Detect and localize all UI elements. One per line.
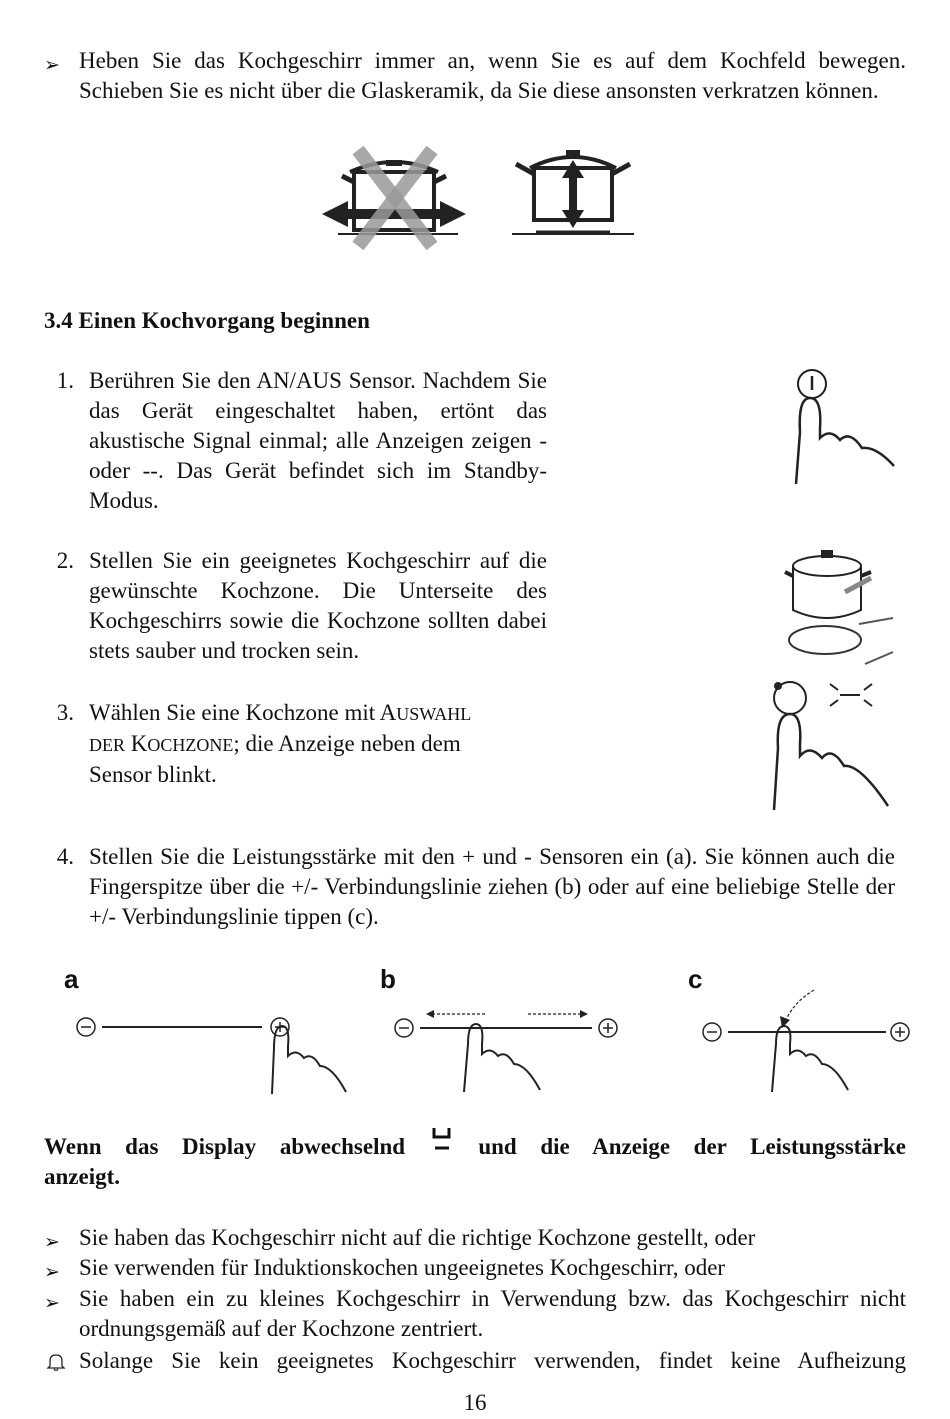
arrow-bullet-icon: ➢ bbox=[44, 54, 60, 76]
bullet-text: Sie haben ein zu kleines Kochgeschirr in Verwendung bzw. das Kochgeschirr nicht ordnungsgemäß auf der Kochzone zentriert. bbox=[79, 1286, 906, 1341]
bell-icon bbox=[46, 1352, 66, 1372]
pot-lift-illustration bbox=[512, 146, 634, 238]
diagram-label-c: c bbox=[688, 964, 703, 994]
display-symbol-icon bbox=[429, 1132, 455, 1162]
step-text: Berühren Sie den AN/AUS Sensor. Nachdem Sie das Gerät eingeschaltet haben, ertönt das akustische Signal einmal; alle Anzeigen zeigen - oder --. Das Gerät befindet sich im Standby-Modus. bbox=[89, 368, 547, 513]
intro-bullet-text: Heben Sie das Kochgeschirr immer an, wenn Sie es auf dem Kochfeld bewegen. Schieben Sie es nicht über die Glaskeramik, da Sie diese ansonsten verkratzen können. bbox=[79, 48, 906, 103]
power-button-finger-icon bbox=[790, 368, 900, 486]
step-text-part: ; die Anzeige neben dem Sensor blinkt. bbox=[89, 731, 461, 787]
arrow-bullet-icon: ➢ bbox=[44, 1292, 60, 1314]
slider-diagram-b bbox=[392, 1004, 624, 1094]
step-text: Stellen Sie die Leistungsstärke mit den + und - Sensoren ein (a). Sie können auch die Fingerspitze über die +/- Verbindungslinie ziehen (b) oder auf eine beliebige Stelle der +/- Verbindungslinie tippen (c). bbox=[89, 844, 895, 929]
smallcaps-rest: USWAHL bbox=[396, 704, 472, 724]
slider-diagram-a bbox=[74, 1012, 354, 1096]
pot-slide-crossed-illustration bbox=[320, 146, 470, 252]
step-number: 2. bbox=[56, 548, 74, 573]
slider-diagram-c bbox=[700, 986, 914, 1094]
step-text-zone-select bbox=[89, 698, 529, 790]
smallcaps-cap: K bbox=[130, 731, 148, 756]
arrow-bullet-icon: ➢ bbox=[44, 1231, 60, 1253]
bullet-text: Sie verwenden für Induktionskochen ungeeignetes Kochgeschirr, oder bbox=[79, 1255, 726, 1280]
warning-heading-part: und die Anzeige der Leistungsstärke bbox=[478, 1134, 907, 1159]
section-heading: 3.4 Einen Kochvorgang beginnen bbox=[44, 308, 370, 333]
warning-heading-line2: anzeigt. bbox=[44, 1164, 121, 1189]
pot-on-zone-icon bbox=[785, 548, 897, 670]
step-number: 4. bbox=[56, 844, 74, 869]
diagram-label-a: a bbox=[64, 964, 79, 994]
step-number: 3. bbox=[56, 700, 74, 725]
page-number: 16 bbox=[463, 1390, 487, 1415]
step-text: Stellen Sie ein geeignetes Kochgeschirr auf die gewünschte Kochzone. Die Unterseite des Kochgeschirrs sowie die Kochzone sollten dabei stets sauber und trocken sein. bbox=[89, 548, 547, 663]
bullet-text: Sie haben das Kochgeschirr nicht auf die richtige Kochzone gestellt, oder bbox=[79, 1225, 756, 1250]
smallcaps-cap: A bbox=[379, 700, 397, 725]
warning-heading-line1 bbox=[44, 1132, 906, 1162]
diagram-label-b: b bbox=[380, 964, 396, 994]
step-text-part: Wählen Sie eine Kochzone mit bbox=[89, 700, 380, 725]
arrow-bullet-icon: ➢ bbox=[44, 1261, 60, 1283]
step-number: 1. bbox=[56, 368, 74, 393]
zone-select-finger-blink-icon bbox=[768, 676, 896, 814]
smallcaps-rest: OCHZONE bbox=[147, 735, 234, 755]
warning-heading-part: Wenn das Display abwechselnd bbox=[44, 1134, 406, 1159]
note-text: Solange Sie kein geeignetes Kochgeschirr verwenden, findet keine Aufheizung bbox=[79, 1348, 906, 1373]
smallcaps-rest: DER bbox=[89, 735, 125, 755]
